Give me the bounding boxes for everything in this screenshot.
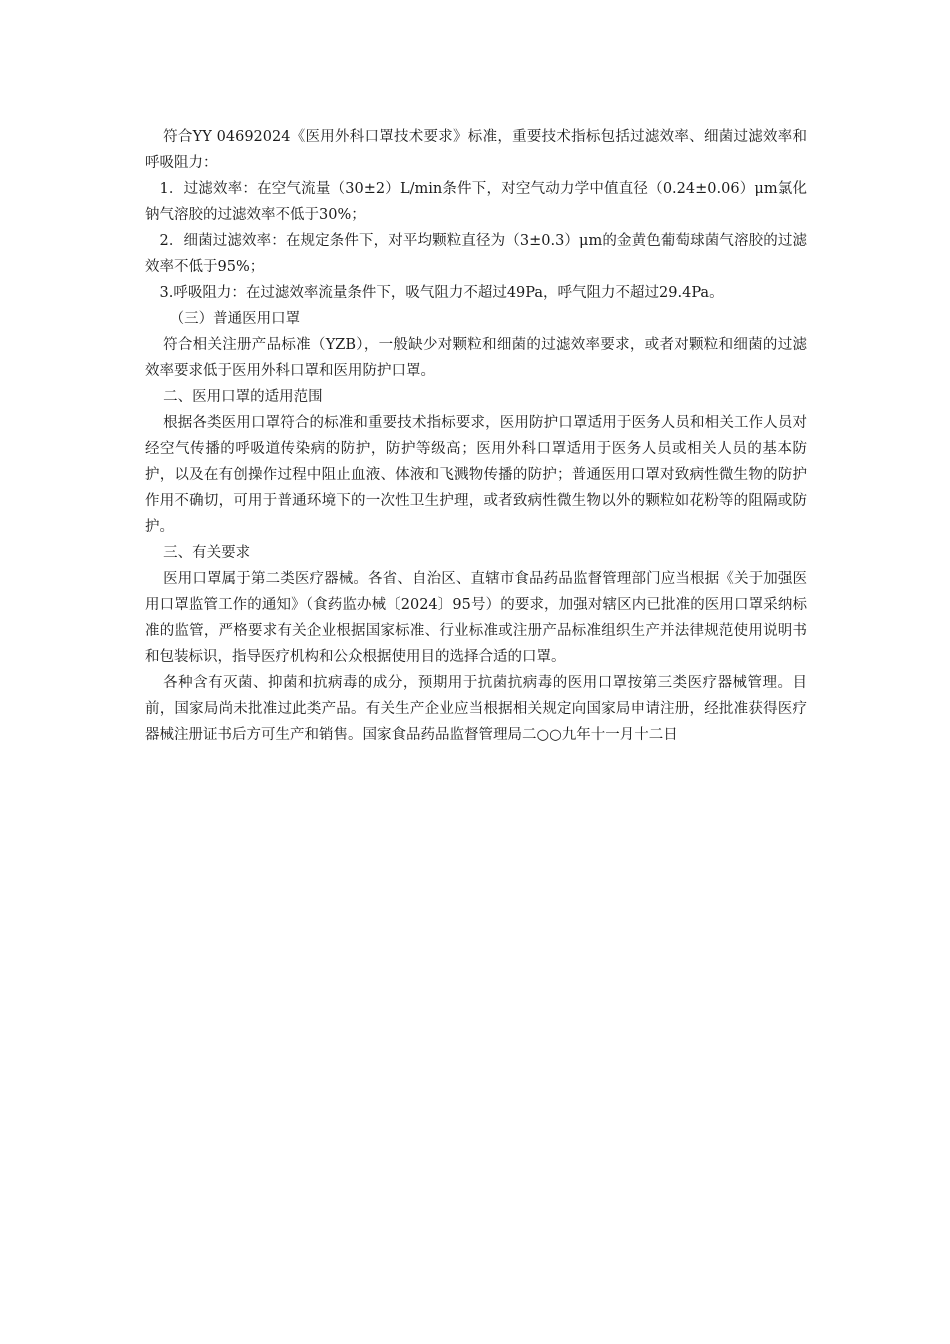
ordinary-mask-text: 符合相关注册产品标准（YZB），一般缺少对颗粒和细菌的过滤效率要求，或者对颗粒和细菌的过滤效率要求低于医用外科口罩和医用防护口罩。 bbox=[145, 337, 807, 379]
scope-text: 根据各类医用口罩符合的标准和重要技术指标要求，医用防护口罩适用于医务人员和相关工作人员对经空气传播的呼吸道传染病的防护，防护等级高；医用外科口罩适用于医务人员或相关人员的基本防护，以及在有创操作过程中阻止血液、体液和飞溅物传播的防护；普通医用口罩对致病性微生物的防护作用不确切，可用于普通环境下的一次性卫生护理，或者致病性微生物以外的颗粒如花粉等的阻隔或防护。 bbox=[145, 415, 807, 535]
scope-heading: 二、医用口罩的适用范围 bbox=[163, 389, 323, 405]
ordinary-mask-heading: （三）普通医用口罩 bbox=[169, 311, 301, 327]
surgical-mask-intro: 符合YY 04692024《医用外科口罩技术要求》标准，重要技术指标包括过滤效率、细菌过滤效率和呼吸阻力： bbox=[145, 129, 807, 171]
surgical-mask-item-filtration: 1．过滤效率：在空气流量（30±2）L/min条件下，对空气动力学中值直径（0.24±0.06）μm氯化钠气溶胶的过滤效率不低于30%； bbox=[145, 181, 807, 223]
requirements-text-1: 医用口罩属于第二类医疗器械。各省、自治区、直辖市食品药品监督管理部门应当根据《关于加强医用口罩监管工作的通知》（食药监办械〔2024〕95号）的要求，加强对辖区内已批准的医用口罩采纳标准的监管，严格要求有关企业根据国家标准、行业标准或注册产品标准组织生产并法律规范使用说明书和包装标识，指导医疗机构和公众根据使用目的选择合适的口罩。 bbox=[145, 571, 807, 665]
surgical-mask-item-breathing-resistance: 3.呼吸阻力：在过滤效率流量条件下，吸气阻力不超过49Pa，呼气阻力不超过29.4Pa。 bbox=[159, 285, 724, 301]
document-body bbox=[145, 124, 807, 748]
requirements-heading: 三、有关要求 bbox=[163, 545, 251, 561]
surgical-mask-item-bacterial-filtration: 2．细菌过滤效率：在规定条件下，对平均颗粒直径为（3±0.3）μm的金黄色葡萄球菌气溶胶的过滤效率不低于95%； bbox=[145, 233, 807, 275]
requirements-text-2: 各种含有灭菌、抑菌和抗病毒的成分，预期用于抗菌抗病毒的医用口罩按第三类医疗器械管理。目前，国家局尚未批准过此类产品。有关生产企业应当根据相关规定向国家局申请注册，经批准获得医疗器械注册证书后方可生产和销售。国家食品药品监督管理局二○○九年十一月十二日 bbox=[145, 675, 807, 743]
